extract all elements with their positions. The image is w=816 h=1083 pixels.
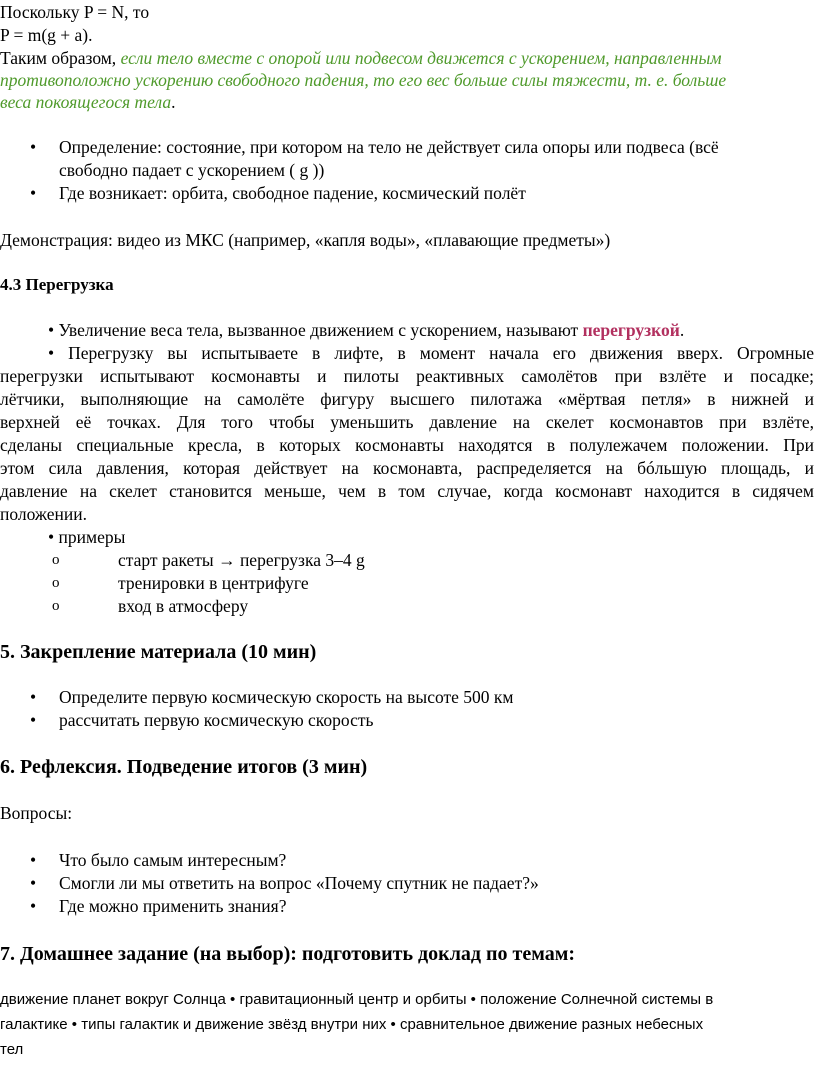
list-item: Определите первую космическую скорость на высоте 500 км bbox=[59, 687, 514, 707]
list-item: рассчитать первую космическую скорость bbox=[59, 710, 374, 730]
paragraph-line: верхней её точках. Для того чтобы уменьшить давление на скелет космонавтов при взлёте, bbox=[0, 412, 814, 432]
bullet-icon: • bbox=[48, 527, 59, 547]
questions-label: Вопросы: bbox=[0, 803, 73, 823]
conclusion-highlight: если тело вместе с опорой или подвесом движется с ускорением, направленным bbox=[120, 48, 722, 68]
demo-text: Демонстрация: видео из МКС (например, «капля воды», «плавающие предметы») bbox=[0, 230, 611, 250]
circle-bullet-icon: o bbox=[52, 552, 60, 568]
section-heading: 6. Рефлексия. Подведение итогов (3 мин) bbox=[0, 756, 368, 778]
bullet-icon: • bbox=[48, 343, 69, 363]
paragraph-line: этом сила давления, которая действует на космонавта, распределяется на бóльшую площадь, и bbox=[0, 458, 814, 478]
section-heading: 7. Домашнее задание (на выбор): подготовить доклад по темам: bbox=[0, 943, 576, 965]
list-item bbox=[48, 526, 125, 548]
conclusion-lead: Таким образом, bbox=[0, 48, 121, 68]
item-text: примеры bbox=[58, 527, 126, 547]
term-highlight: перегрузкой bbox=[582, 320, 680, 340]
list-item: Где можно применить знания? bbox=[59, 896, 287, 916]
conclusion-highlight: противоположно ускорению свободного падения, то его вес больше силы тяжести, т. е. больше bbox=[0, 70, 727, 90]
list-item: Где возникает: орбита, свободное падение, космический полёт bbox=[59, 183, 526, 203]
bullet-icon: • bbox=[30, 137, 37, 157]
text-line: Поскольку P = N, то bbox=[0, 2, 150, 22]
paragraph-line bbox=[48, 342, 814, 364]
circle-bullet-icon: o bbox=[52, 575, 60, 591]
paragraph-line: сделаны специальные кресла, в которых космонавты находятся в полулежачем положении. При bbox=[0, 435, 814, 455]
list-item: Смогли ли мы ответить на вопрос «Почему спутник не падает?» bbox=[59, 873, 539, 893]
bullet-icon: • bbox=[30, 896, 37, 916]
paragraph-line: давление на скелет становится меньше, чем в том случае, когда космонавт находится в сидячем bbox=[0, 481, 814, 501]
topics-line: галактике • типы галактик и движение звёзд внутри них • сравнительное движение разных небесных bbox=[0, 1016, 704, 1033]
circle-bullet-icon: o bbox=[52, 598, 60, 614]
bullet-icon: • bbox=[30, 873, 37, 893]
list-item: Что было самым интересным? bbox=[59, 850, 287, 870]
list-item bbox=[48, 319, 684, 341]
paragraph-line: перегрузки испытывают космонавты и пилоты реактивных самолётов при взлёте и посадке; bbox=[0, 366, 814, 386]
bullet-icon: • bbox=[30, 710, 37, 730]
bullet-icon: • bbox=[30, 687, 37, 707]
topics-line: тел bbox=[0, 1041, 24, 1058]
list-item: Определение: состояние, при котором на тело не действует сила опоры или подвеса (всё bbox=[59, 137, 719, 157]
section-heading: 4.3 Перегрузка bbox=[0, 275, 114, 294]
period: . bbox=[171, 92, 176, 112]
conclusion-line bbox=[0, 91, 175, 113]
example-item: тренировки в центрифуге bbox=[118, 573, 309, 593]
bullet-icon: • bbox=[48, 320, 59, 340]
formula: P = m(g + a). bbox=[0, 25, 93, 45]
topics-line: движение планет вокруг Солнца • гравитационный центр и орбиты • положение Солнечной системы в bbox=[0, 991, 714, 1008]
item-text: Увеличение веса тела, вызванное движением с ускорением, называют bbox=[58, 320, 583, 340]
section-heading: 5. Закрепление материала (10 мин) bbox=[0, 641, 317, 663]
list-item-cont: свободно падает с ускорением ( g )) bbox=[59, 160, 325, 180]
bullet-icon: • bbox=[30, 850, 37, 870]
bullet-icon: • bbox=[30, 183, 37, 203]
example-item: старт ракеты → перегрузка 3–4 g bbox=[118, 550, 365, 570]
example-item: вход в атмосферу bbox=[118, 596, 249, 616]
conclusion-highlight: веса покоящегося тела bbox=[0, 92, 172, 112]
paragraph-line: лётчики, выполняющие на самолёте фигуру высшего пилотажа «мёртвая петля» в нижней и bbox=[0, 389, 814, 409]
period: . bbox=[679, 320, 685, 340]
line-text: Перегрузку вы испытываете в лифте, в момент начала его движения вверх. Огромные bbox=[68, 343, 814, 363]
paragraph-line: положении. bbox=[0, 504, 88, 524]
conclusion-line bbox=[0, 47, 721, 69]
